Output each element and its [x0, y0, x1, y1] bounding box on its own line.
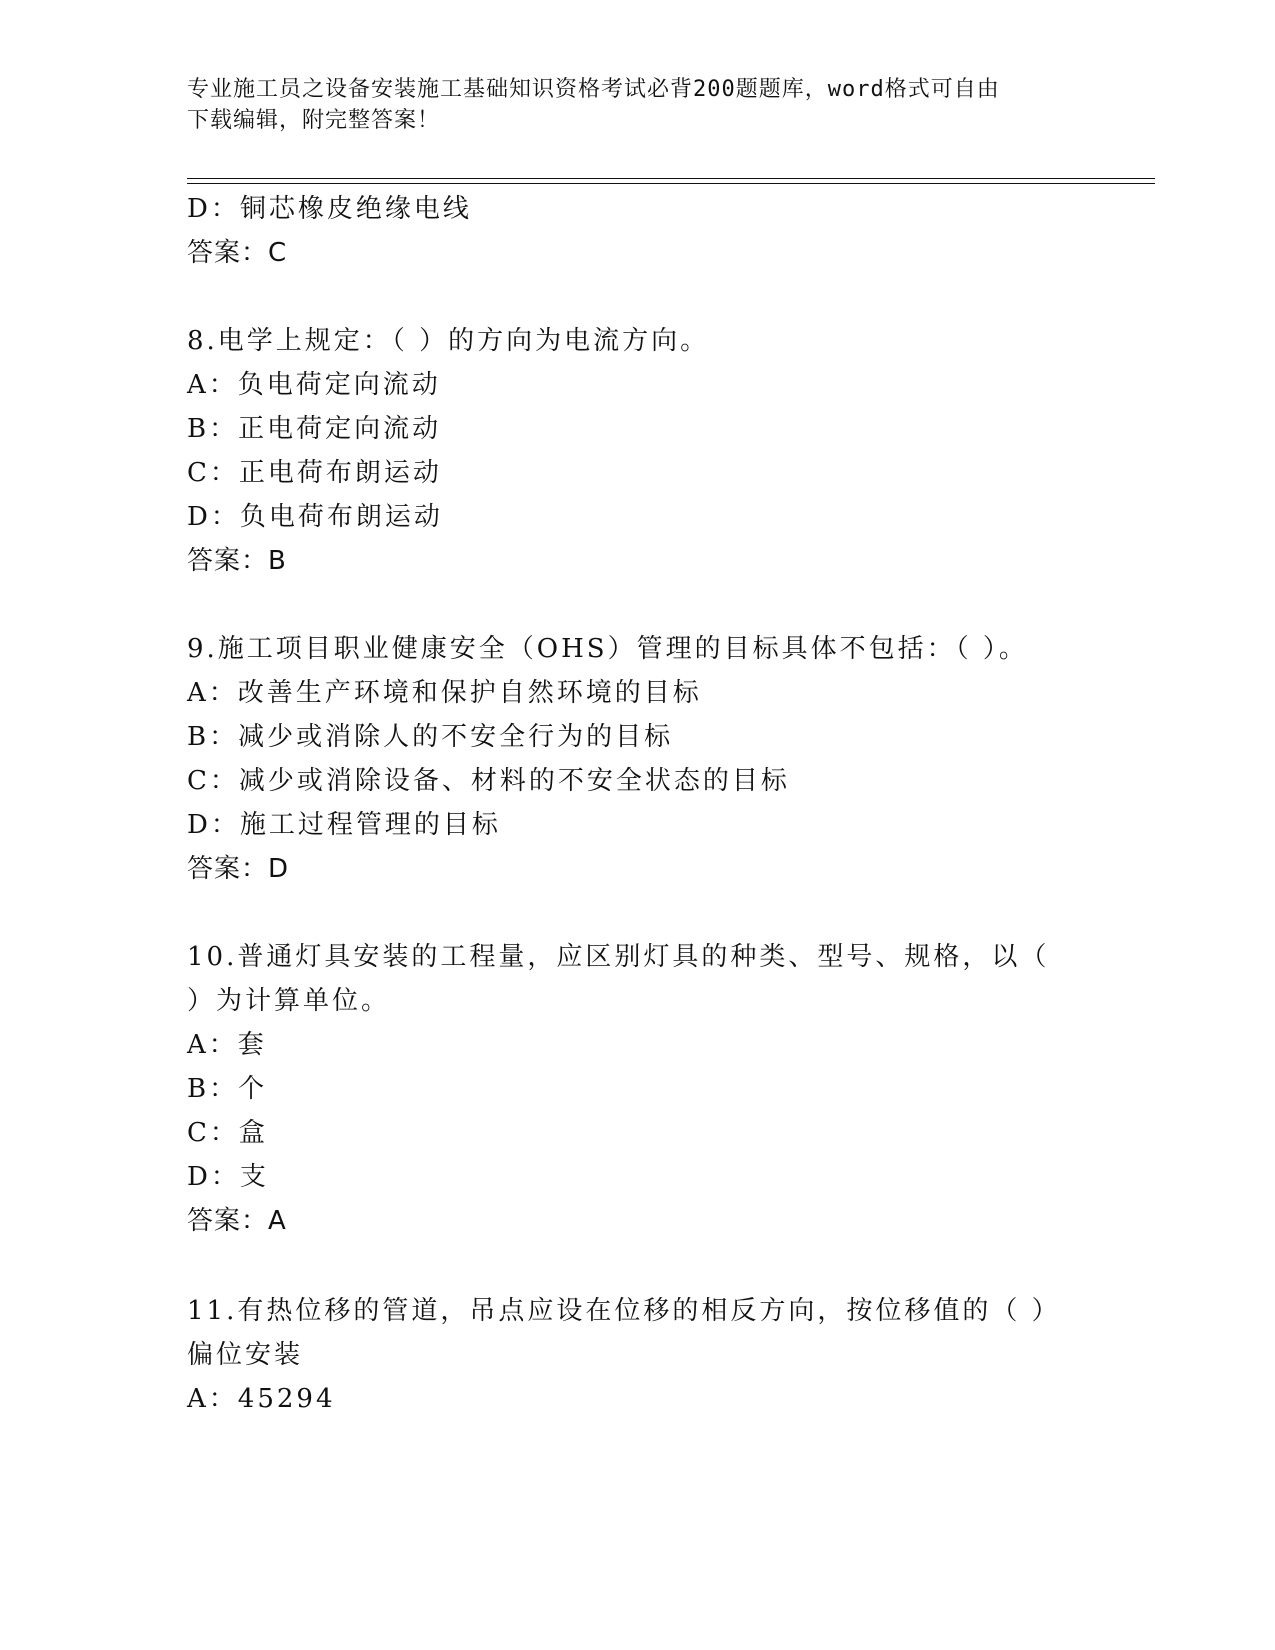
q10-answer: 答案：A	[187, 1206, 287, 1236]
q10-option-a: A：套	[187, 1030, 267, 1060]
q10-stem-line-2: ）为计算单位。	[187, 986, 391, 1016]
q11-stem-line-2: 偏位安装	[187, 1340, 304, 1370]
q10-option-c: C：盒	[187, 1118, 268, 1148]
q7-answer: 答案：C	[187, 238, 288, 268]
header-line-2: 下载编辑，附完整答案！	[187, 108, 441, 133]
header-rule-top	[187, 178, 1155, 179]
q8-option-d: D：负电荷布朗运动	[187, 502, 443, 532]
q9-option-d: D：施工过程管理的目标	[187, 810, 501, 840]
q7-option-d: D：铜芯橡皮绝缘电线	[187, 194, 472, 224]
document-header	[187, 74, 1067, 136]
q9-option-b: B：减少或消除人的不安全行为的目标	[187, 722, 674, 752]
q10-option-b: B：个	[187, 1074, 268, 1104]
header-line-1: 专业施工员之设备安装施工基础知识资格考试必背200题题库，word格式可自由	[187, 77, 1000, 102]
q9-answer: 答案：D	[187, 854, 290, 884]
q10-stem-line-1: 10.普通灯具安装的工程量，应区别灯具的种类、型号、规格，以（	[187, 942, 1050, 972]
q11-option-a: A：45294	[187, 1384, 336, 1414]
q8-stem: 8.电学上规定：（ ）的方向为电流方向。	[187, 326, 710, 356]
q8-option-a: A：负电荷定向流动	[187, 370, 441, 400]
q11-stem-line-1: 11.有热位移的管道，吊点应设在位移的相反方向，按位移值的（ ）	[187, 1296, 1061, 1326]
q9-option-c: C：减少或消除设备、材料的不安全状态的目标	[187, 766, 790, 796]
q9-stem: 9.施工项目职业健康安全（OHS）管理的目标具体不包括：（ ）。	[187, 634, 1028, 664]
q8-option-c: C：正电荷布朗运动	[187, 458, 442, 488]
header-rule-bottom	[187, 183, 1155, 184]
q10-option-d: D：支	[187, 1162, 269, 1192]
q8-option-b: B：正电荷定向流动	[187, 414, 442, 444]
q9-option-a: A：改善生产环境和保护自然环境的目标	[187, 678, 702, 708]
q8-answer: 答案：B	[187, 546, 287, 576]
